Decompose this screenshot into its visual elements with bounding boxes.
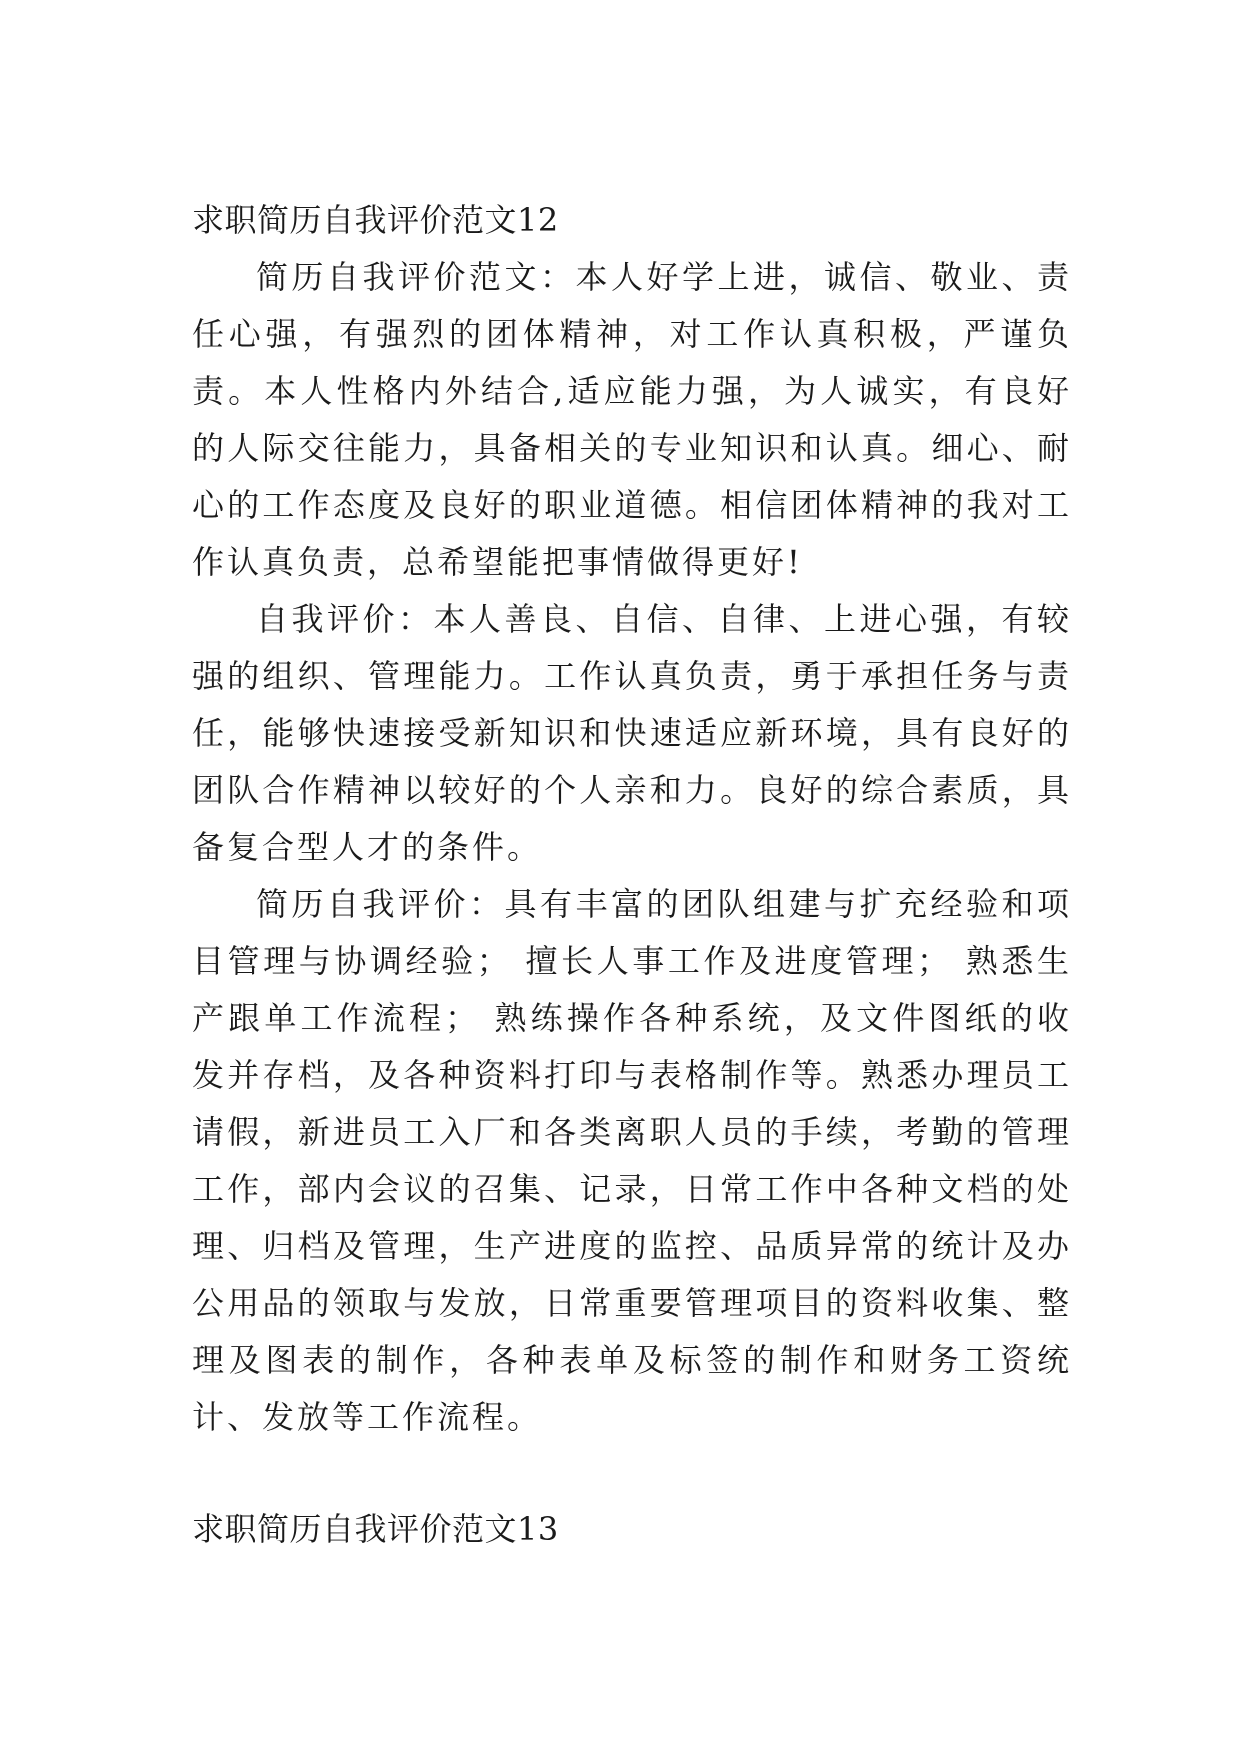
paragraph-3: 简历自我评价：具有丰富的团队组建与扩充经验和项目管理与协调经验； 擅长人事工作及进度管理； 熟悉生产跟单工作流程； 熟练操作各种系统，及文件图纸的收发并存档，及各种资料打印与表格制作等。熟悉办理员工请假，新进员工入厂和各类离职人员的手续，考勤的管理工作，部内会议的召集、记录，日常工作中各种文档的处理、归档及管理，生产进度的监控、品质异常的统计及办公用品的领取与发放，日常重要管理项目的资料收集、整理及图表的制作，各种表单及标签的制作和财务工资统计、发放等工作流程。 xyxy=(192,885,1072,1436)
paragraph-1: 简历自我评价范文：本人好学上进，诚信、敬业、责任心强，有强烈的团体精神，对工作认真积极，严谨负责。本人性格内外结合,适应能力强，为人诚实，有良好的人际交往能力，具备相关的专业知识和认真。细心、耐心的工作态度及良好的职业道德。相信团体精神的我对工作认真负责，总希望能把事情做得更好! xyxy=(192,258,1072,581)
section-heading-13: 求职简历自我评价范文13 xyxy=(192,1510,559,1548)
paragraph-2: 自我评价：本人善良、自信、自律、上进心强，有较强的组织、管理能力。工作认真负责，勇于承担任务与责任，能够快速接受新知识和快速适应新环境，具有良好的团队合作精神以较好的个人亲和力。良好的综合素质，具备复合型人才的条件。 xyxy=(192,600,1072,866)
section-heading-12: 求职简历自我评价范文12 xyxy=(192,201,559,239)
document-body xyxy=(192,192,1072,1558)
